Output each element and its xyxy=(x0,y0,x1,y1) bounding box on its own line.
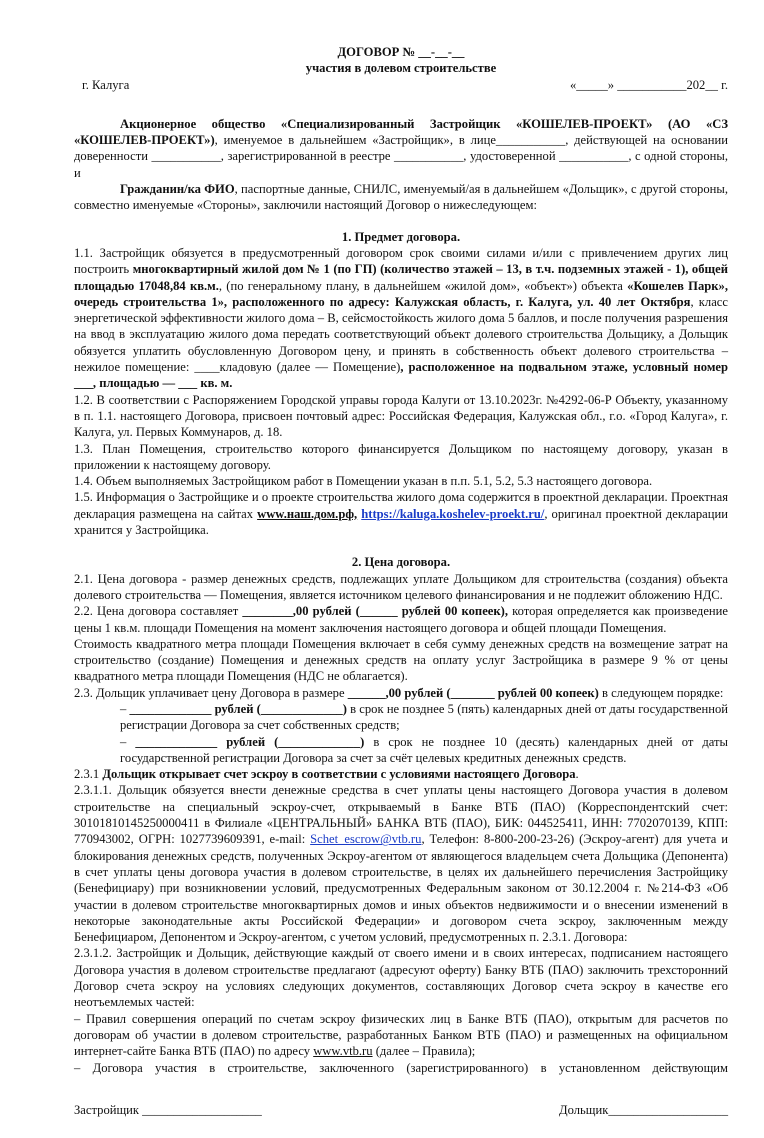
section-1-heading: 1. Предмет договора. xyxy=(341,229,461,244)
text-segment: 2.3.1 xyxy=(74,767,103,782)
bold-text: Акционерное общество «Специализированный Застройщик «КОШЕЛЕВ-ПРОЕКТ» (АО «СЗ «КОШЕЛЕВ-ПРОЕКТ») xyxy=(74,116,728,148)
city: г. Калуга xyxy=(82,77,130,92)
clause-1-2 xyxy=(74,392,728,441)
link[interactable]: Schet_escrow@vtb.ru xyxy=(310,832,422,847)
place-date-row xyxy=(74,77,728,93)
link[interactable]: www.vtb.ru xyxy=(313,1044,373,1059)
bold-text: ________,00 рублей (______ рублей 00 копеек), xyxy=(242,604,508,619)
bold-text: _____________ рублей (_____________) xyxy=(129,701,347,716)
intro-party-shareholder xyxy=(74,181,728,214)
link[interactable]: www.наш.дом.рф, xyxy=(257,506,358,521)
contract-page xyxy=(74,0,728,1138)
clause-2-1 xyxy=(74,571,728,604)
date: «_____» ___________202__ г. xyxy=(569,77,728,92)
text-segment: , Телефон: 8-800-200-23-26) (Эскроу-агент) для учета и блокирования денежных средств, полученных Эскроу-агентом от являющегося владельцем счета Дольщика (Депонента) в счет уплаты цены договора участия в долевом строительстве, в целях их дальнейшего перечисления Застройщику (Бенефициару) при возникновении условий, предусмотренных Федеральным законом от 30.12.2004 г. №214-ФЗ «Об участии в долевом строительстве многоквартирных домов и иных объектов недвижимости и о внесении изменений в некоторые законодательные акты Российской Федерации» и договором счета эскроу, заключенным между Бенефициаром, Депонентом и Эскроу-агентом, с учетом условий, предусмотренных п. 2.3.1. Договора: xyxy=(74,832,728,945)
text-segment: 1.4. Объем выполняемых Застройщиком работ в Помещении указан в п.п. 5.1, 5.2, 5.3 настоящего договора. xyxy=(74,474,653,489)
payment-item-1 xyxy=(74,701,728,734)
clause-2-2 xyxy=(74,603,728,636)
text-segment: 1.5. Информация о Застройщике и о проекте строительства жилого дома содержится в проектной декларации. Проектная декларация размещена на сайтах xyxy=(74,490,728,521)
clause-1-4 xyxy=(74,473,728,489)
text-segment: . xyxy=(575,767,579,782)
bold-text: Дольщик открывает счет эскроу в соответствии с условиями настоящего Договора xyxy=(102,767,576,782)
bold-text: ______,00 рублей (_______ рублей 00 копеек) xyxy=(347,685,599,700)
escrow-doc-item-2 xyxy=(74,1060,728,1076)
clause-1-1 xyxy=(74,245,728,392)
clause-2-2-cost xyxy=(74,636,728,685)
link[interactable]: https://kaluga.koshelev-proekt.ru/ xyxy=(361,506,545,521)
bold-text: многоквартирный жилой дом № 1 (по ГП) (количество этажей – 13, в т.ч. подземных этажей - 1), общей площадью 17048,84 кв.м. xyxy=(74,262,728,293)
bold-text: Гражданин/ка ФИО xyxy=(120,182,235,197)
text-segment: , класс энергетической эффективности жилого дома – В, сейсмостойкость жилого дома 5 баллов, и после получения разрешения на ввод в эксплуатацию жилого дома передать соответствующий объект долевого строительства Дольщику, а Дольщик обязуется уплатить обусловленную Договором цену, и принять в собственность объект долевого строительства – нежилое помещение: ____кладовую (далее — Помещение) xyxy=(74,294,728,375)
text-segment: 1.2. В соответствии с Распоряжением Городской управы города Калуги от 13.10.2023г. №4292-06-Р Объекту, указанному в п. 1.1. настоящего Договора, присвоен почтовый адрес: Российская Федерация, Калужская обл., г.о. «Город Калуга», г. Калуга, ул. Первых Коммунаров, д. 18. xyxy=(74,392,728,440)
text-segment: 1.3. План Помещения, строительство которого финансируется Дольщиком по настоящему договору, указан в приложении к настоящему договору. xyxy=(74,441,728,472)
text-segment: в следующем порядке: xyxy=(598,685,724,700)
bold-text: _____________ рублей (_____________) xyxy=(135,734,365,749)
text-segment: 2.2. Цена договора составляет xyxy=(74,604,243,619)
escrow-doc-item-1 xyxy=(74,1011,728,1060)
contract-title: ДОГОВОР № __-__-__ xyxy=(337,45,465,59)
text-segment: (далее – Правила); xyxy=(372,1044,476,1059)
text-segment: 2.3.1.1. Дольщик обязуется внести денежные средства в счет уплаты цены настоящего Договора участия в долевом строительстве на специальный эскроу-счет, открываемый в Банке ВТБ (ПАО) (Корреспондентский счет: 30101810145250000411 в Филиале «ЦЕНТРАЛЬНЫЙ» БАНКА ВТБ (ПАО), БИК: 044525411, ИНН: 7702070139, КПП: 770943002, ОГРН: 1027739609391, e-mail: xyxy=(74,783,728,847)
text-segment: Стоимость квадратного метра площади Помещения включает в себя сумму денежных средств на возмещение затрат на строительство (создание) Помещения и денежных средств на оплату услуг Застройщика в размере 9 % от цены квадратного метра площади Помещения (НДС не облагается). xyxy=(74,636,728,684)
text-segment: которая определяется как произведение цены 1 кв.м. площади Помещения на момент заключения настоящего договора и общей площади Помещения. xyxy=(74,604,728,635)
text-segment: в срок не позднее 5 (пять) календарных дней от даты государственной регистрации Договора за счет собственных средств; xyxy=(120,701,728,733)
text-segment: 2.3. Дольщик уплачивает цену Договора в размере xyxy=(74,685,348,700)
clause-1-5 xyxy=(74,489,728,538)
bold-text: , расположенное на подвальном этаже, условный номер ___, площадью — ___ кв. м. xyxy=(74,360,728,391)
clause-2-3-1-1 xyxy=(74,782,728,945)
text-segment: 2.3.1.2. Застройщик и Дольщик, действующие каждый от своего имени и в своих интересах, подписанием настоящего Договора участия в долевом строительстве предлагают (адресуют оферту) Банку ВТБ (ПАО) заключить трехсторонний Договор счета эскроу на условиях следующих документов, составляющих Договор счета эскроу в качестве его неотъемлемых частей: xyxy=(74,946,728,1010)
contract-subtitle: участия в долевом строительстве xyxy=(305,61,497,76)
clause-2-3-1-2 xyxy=(74,945,728,1010)
clause-1-3 xyxy=(74,441,728,474)
signature-row xyxy=(74,1102,728,1118)
developer-signature: Застройщик ___________________ xyxy=(74,1102,262,1117)
text-segment: 2.1. Цена договора - размер денежных средств, подлежащих уплате Дольщиком для строительства (создания) объекта долевого строительства — Помещения, является источником целевого финансирования и не подлежит обложению НДС. xyxy=(74,571,728,602)
payment-item-2 xyxy=(74,734,728,767)
clause-2-3-1 xyxy=(74,766,728,782)
text-segment: , именуемое в дальнейшем «Застройщик», в лице___________, действующей на основании доверенности ___________, зарегистрированной в реестре ___________, удостоверенной ___________, с одной стороны, и xyxy=(74,133,728,180)
bold-text: «Кошелев Парк», очередь строительства 1», расположенного по адресу: Калужская область, г. Калуга, ул. 40 лет Октября xyxy=(74,278,728,309)
clause-2-3 xyxy=(74,685,728,701)
shareholder-signature: Дольщик___________________ xyxy=(559,1102,728,1117)
text-segment: – Договора участия в строительстве, заключенного (зарегистрированного) в установленном действующим xyxy=(74,1060,728,1075)
text-segment: – xyxy=(120,734,136,749)
intro-party-developer xyxy=(74,116,728,181)
text-segment: – Правил совершения операций по счетам эскроу физических лиц в Банке ВТБ (ПАО), открытым для расчетов по договорам об участии в долевом строительстве, разработанных Банком ВТБ (ПАО) и размещенных на официальном интернет-сайте Банка ВТБ (ПАО) по адресу xyxy=(74,1011,728,1059)
text-segment: 1.1. Застройщик обязуется в предусмотренный договором срок своими силами и/или с привлечением других лиц построить xyxy=(74,245,728,277)
text-segment: , (по генеральному плану, в дальнейшем «жилой дом», «объект») объекта xyxy=(218,278,628,293)
text-segment: , паспортные данные, СНИЛС, именуемый/ая в дальнейшем «Дольщик», с другой стороны, совместно именуемые «Стороны», заключили настоящий Договор о нижеследующем: xyxy=(74,182,728,213)
text-segment: , оригинал проектной декларации хранится у Застройщика. xyxy=(74,506,728,538)
text-segment: – xyxy=(120,701,130,716)
text-segment: в срок не позднее 10 (десять) календарных дней от даты государственной регистрации Договора за счет за счёт целевых кредитных денежных средств. xyxy=(120,734,728,765)
section-2-heading: 2. Цена договора. xyxy=(351,555,451,570)
